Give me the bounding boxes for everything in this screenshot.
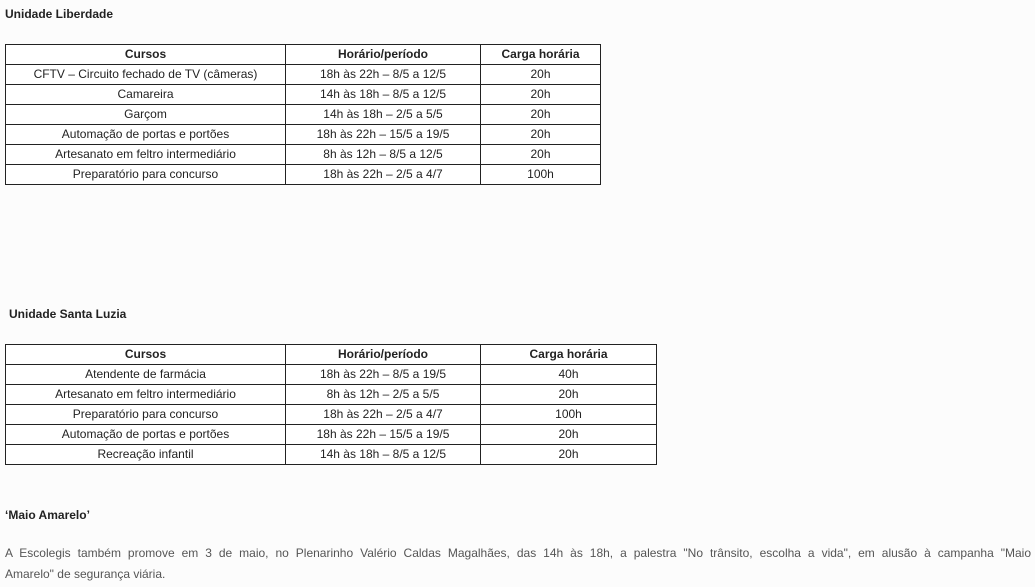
workload-cell: 100h: [481, 165, 601, 185]
course-name-cell: Atendente de farmácia: [6, 365, 286, 385]
column-header-workload: Carga horária: [481, 45, 601, 65]
table-row: [6, 365, 657, 385]
column-header-courses: Cursos: [6, 345, 286, 365]
workload-cell: 40h: [481, 365, 657, 385]
schedule-cell: 18h às 22h – 15/5 a 19/5: [286, 125, 481, 145]
schedule-cell: 14h às 18h – 2/5 a 5/5: [286, 105, 481, 125]
workload-cell: 100h: [481, 405, 657, 425]
schedule-cell: 14h às 18h – 8/5 a 12/5: [286, 445, 481, 465]
course-name-cell: Preparatório para concurso: [6, 405, 286, 425]
table-row: [6, 125, 601, 145]
table-row: [6, 105, 601, 125]
table-header-row: [6, 345, 657, 365]
courses-table-liberdade: [5, 44, 601, 185]
table-row: [6, 145, 601, 165]
table-row: [6, 65, 601, 85]
workload-cell: 20h: [481, 445, 657, 465]
course-name-cell: CFTV – Circuito fechado de TV (câmeras): [6, 65, 286, 85]
course-name-cell: Garçom: [6, 105, 286, 125]
column-header-courses: Cursos: [6, 45, 286, 65]
column-header-schedule: Horário/período: [286, 45, 481, 65]
table-header-row: [6, 45, 601, 65]
table-row: [6, 85, 601, 105]
course-name-cell: Artesanato em feltro intermediário: [6, 145, 286, 165]
workload-cell: 20h: [481, 85, 601, 105]
column-header-schedule: Horário/período: [286, 345, 481, 365]
schedule-cell: 14h às 18h – 8/5 a 12/5: [286, 85, 481, 105]
workload-cell: 20h: [481, 65, 601, 85]
campaign-heading: ‘Maio Amarelo’: [5, 508, 90, 522]
course-name-cell: Preparatório para concurso: [6, 165, 286, 185]
course-name-cell: Automação de portas e portões: [6, 125, 286, 145]
table-row: [6, 425, 657, 445]
campaign-paragraph: [5, 543, 1031, 585]
schedule-cell: 18h às 22h – 8/5 a 12/5: [286, 65, 481, 85]
schedule-cell: 18h às 22h – 8/5 a 19/5: [286, 365, 481, 385]
table-row: [6, 405, 657, 425]
schedule-cell: 18h às 22h – 2/5 a 4/7: [286, 165, 481, 185]
courses-table-santa-luzia: [5, 344, 657, 465]
workload-cell: 20h: [481, 105, 601, 125]
course-name-cell: Artesanato em feltro intermediário: [6, 385, 286, 405]
table-row: [6, 385, 657, 405]
paragraph-line: Amarelo" de segurança viária.: [5, 567, 166, 581]
section-heading-liberdade: Unidade Liberdade: [5, 7, 114, 21]
section-heading-santa-luzia: Unidade Santa Luzia: [9, 307, 127, 321]
workload-cell: 20h: [481, 425, 657, 445]
column-header-workload: Carga horária: [481, 345, 657, 365]
course-name-cell: Automação de portas e portões: [6, 425, 286, 445]
workload-cell: 20h: [481, 385, 657, 405]
schedule-cell: 18h às 22h – 15/5 a 19/5: [286, 425, 481, 445]
schedule-cell: 8h às 12h – 2/5 a 5/5: [286, 385, 481, 405]
paragraph-line: A Escolegis também promove em 3 de maio, no Plenarinho Valério Caldas Magalhães, das 14h às 18h, a palestra "No trânsito, escolha a vida", em alusão à campanha "Maio: [5, 546, 1031, 560]
course-name-cell: Recreação infantil: [6, 445, 286, 465]
schedule-cell: 18h às 22h – 2/5 a 4/7: [286, 405, 481, 425]
table-row: [6, 445, 657, 465]
course-name-cell: Camareira: [6, 85, 286, 105]
workload-cell: 20h: [481, 125, 601, 145]
table-row: [6, 165, 601, 185]
workload-cell: 20h: [481, 145, 601, 165]
schedule-cell: 8h às 12h – 8/5 a 12/5: [286, 145, 481, 165]
